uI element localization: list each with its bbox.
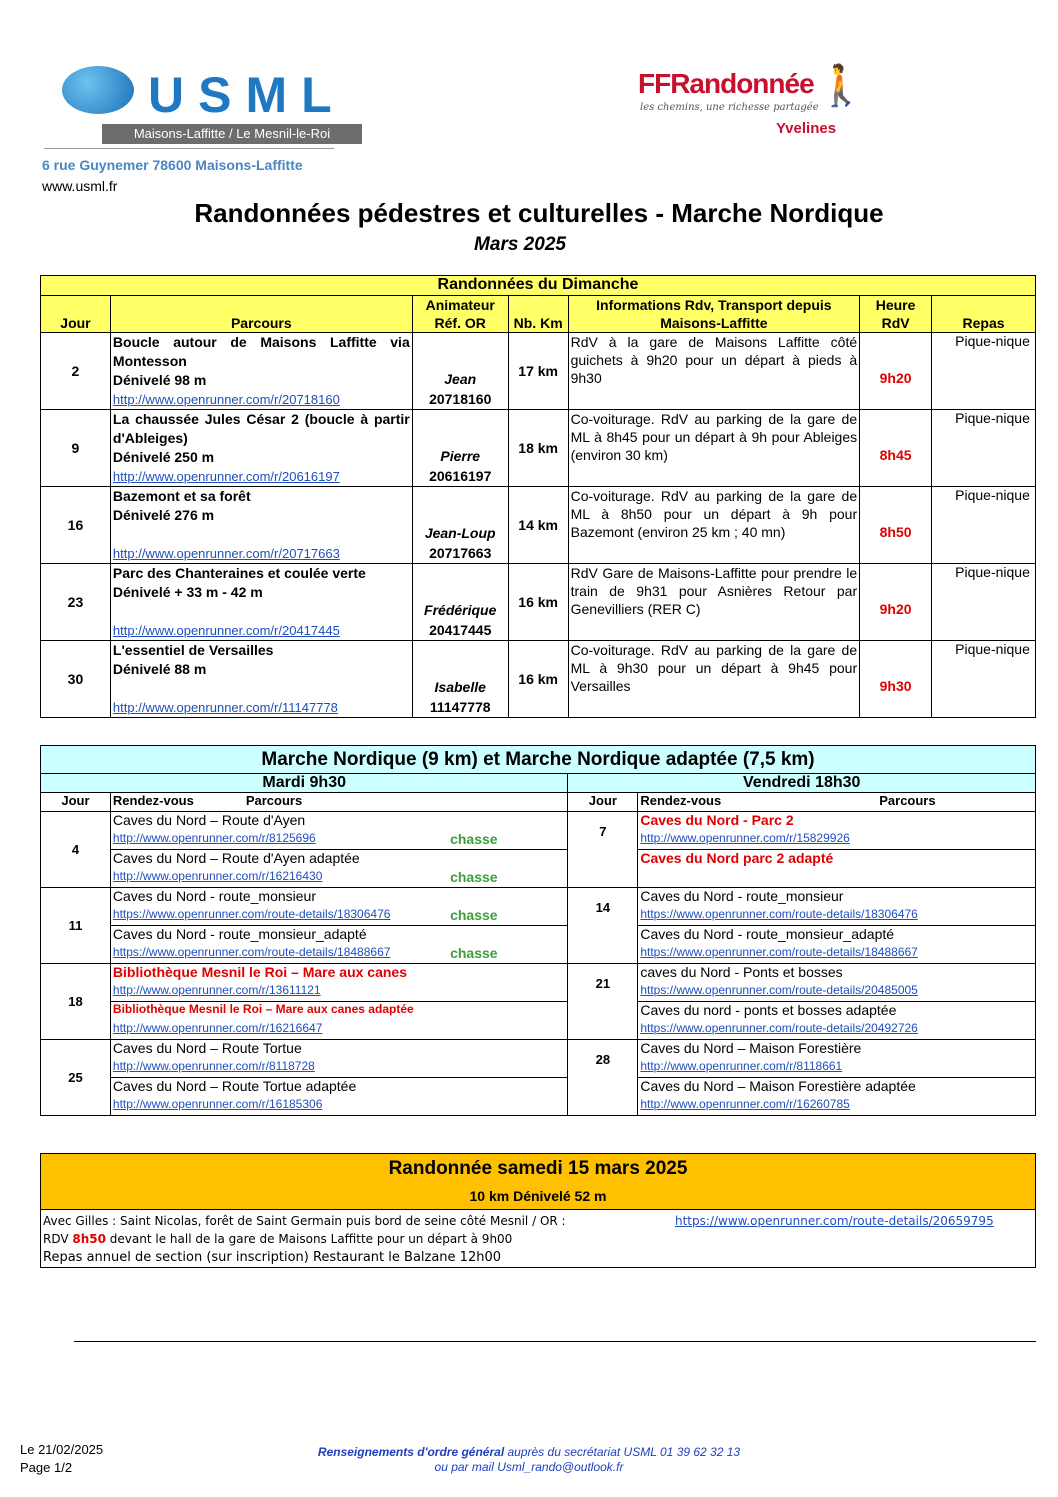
route-elevation: Dénivelé 98 m (112, 372, 207, 388)
page-subtitle: Mars 2025 (474, 234, 566, 255)
animator-name: Jean-Loup (424, 525, 496, 541)
route-ref: 11147778 (429, 699, 491, 715)
sunday-hikes-table (40, 275, 1036, 718)
sunday-km: 14 km (508, 487, 568, 564)
sunday-day: 16 (41, 487, 111, 564)
sunday-day: 2 (41, 333, 111, 410)
sunday-meal: Pique-nique (932, 487, 1036, 564)
footer-mail[interactable]: ou par mail Usml_rando@outlook.fr (434, 1460, 624, 1474)
sunday-animator (412, 564, 508, 641)
tuesday-hunt-cell (448, 907, 568, 926)
spacer (113, 602, 410, 621)
sunday-time: 9h30 (860, 641, 932, 718)
sunday-meal: Pique-nique (932, 410, 1036, 487)
sunday-animator (412, 410, 508, 487)
tuesday-route-name: Caves du Nord – Route d'Ayen (110, 812, 568, 831)
col-jour: Jour (41, 296, 111, 333)
route-link[interactable]: http://www.openrunner.com/r/20616197 (112, 469, 340, 484)
tuesday-hunt-cell (448, 869, 568, 888)
nordic-name-row (41, 1002, 1036, 1021)
sunday-km: 17 km (508, 333, 568, 410)
route-ref: 20717663 (429, 545, 492, 561)
friday-route-name: Caves du Nord - route_monsieur_adapté (638, 926, 1036, 945)
col-animateur (412, 296, 508, 333)
spacer (113, 679, 410, 698)
nordic-col-rdv-left (110, 793, 568, 812)
nordic-name-row (41, 926, 1036, 945)
tuesday-route-link[interactable]: http://www.openrunner.com/r/13611121 (110, 983, 448, 1002)
route-title: Bazemont et sa forêt (112, 488, 251, 504)
sunday-km: 16 km (508, 641, 568, 718)
tuesday-route-link[interactable]: http://www.openrunner.com/r/16216647 (110, 1021, 448, 1040)
animator-name: Pierre (440, 448, 481, 464)
tuesday-route-link[interactable]: https://www.openrunner.com/route-details/18306476 (110, 907, 448, 926)
sunday-day: 30 (41, 641, 111, 718)
tuesday-route-link[interactable]: https://www.openrunner.com/route-details/18488667 (110, 945, 448, 964)
sunday-parcours (110, 487, 412, 564)
rdv-label: Rendez-vous (640, 793, 722, 808)
friday-route-name: Caves du nord - ponts et bosses adaptée (638, 1002, 1036, 1021)
col-animateur-l1: Animateur (425, 297, 495, 313)
sunday-time: 9h20 (860, 564, 932, 641)
friday-day: 14 (568, 888, 638, 964)
usml-emblem-icon (62, 66, 134, 114)
usml-logo-subtitle: Maisons-Laffitte / Le Mesnil-le-Roi (102, 124, 362, 144)
tuesday-title: Mardi 9h30 (41, 774, 568, 793)
tuesday-route-name: Caves du Nord – Route Tortue (110, 1040, 568, 1059)
route-title: Boucle autour de Maisons Laffitte via Montesson (112, 334, 410, 369)
route-elevation: Dénivelé 276 m (112, 507, 215, 523)
sunday-row (41, 564, 1036, 641)
nordic-link-row (41, 1021, 1036, 1040)
friday-title: Vendredi 18h30 (568, 774, 1036, 793)
sunday-row (41, 333, 1036, 410)
sunday-info: Co-voiturage. RdV au parking de la gare de ML à 9h30 pour un départ à 9h45 pour Versailles (568, 641, 860, 718)
nordic-link-row (41, 907, 1036, 926)
friday-route-name: Caves du Nord - route_monsieur (638, 888, 1036, 907)
tuesday-route-name: Caves du Nord - route_monsieur (110, 888, 568, 907)
sunday-info: RdV à la gare de Maisons Laffitte côté guichets à 9h20 pour un départ à pieds à 9h30 (568, 333, 860, 410)
sunday-time: 8h50 (860, 487, 932, 564)
route-title: L'essentiel de Versailles (112, 642, 274, 658)
route-elevation: Dénivelé 250 m (112, 449, 215, 465)
hunting-warning: chasse (450, 868, 498, 885)
tuesday-day: 4 (41, 812, 111, 888)
hunting-warning: chasse (450, 830, 498, 847)
col-repas: Repas (932, 296, 1036, 333)
route-link[interactable]: http://www.openrunner.com/r/20417445 (112, 623, 340, 638)
route-elevation: Dénivelé + 33 m - 42 m (112, 584, 263, 600)
col-ref: Réf. OR (434, 315, 486, 331)
sunday-animator (412, 487, 508, 564)
tuesday-route-link[interactable]: http://www.openrunner.com/r/8118728 (110, 1059, 448, 1078)
sunday-info: RdV Gare de Maisons-Laffitte pour prendre le train de 9h31 pour Asnières Retour par Genevilliers (RER C) (568, 564, 860, 641)
tuesday-route-name: Caves du Nord - route_monsieur_adapté (110, 926, 568, 945)
sunday-time: 9h20 (860, 333, 932, 410)
address: 6 rue Guynemer 78600 Maisons-Laffitte (42, 157, 303, 173)
hunting-warning: chasse (450, 906, 498, 923)
saturday-header (41, 1154, 1035, 1210)
nordic-link-row (41, 1059, 1036, 1078)
nordic-name-row (41, 812, 1036, 831)
tuesday-route-name: Bibliothèque Mesnil le Roi – Mare aux canes adaptée (110, 1002, 568, 1021)
nordic-name-row (41, 964, 1036, 983)
friday-route-name: Caves du Nord parc 2 adapté (638, 850, 1036, 888)
friday-route-link[interactable]: http://www.openrunner.com/r/15829926 (638, 831, 1036, 850)
sunday-km: 18 km (508, 410, 568, 487)
col-heure-l2: RdV (881, 315, 910, 331)
route-elevation: Dénivelé 88 m (112, 661, 207, 677)
hiker-icon: 🚶 (816, 64, 866, 108)
col-km: Nb. Km (508, 296, 568, 333)
col-heure (860, 296, 932, 333)
tuesday-hunt-cell (448, 983, 568, 1002)
route-ref: 20417445 (429, 622, 492, 638)
nordic-link-row (41, 983, 1036, 1002)
ffr-logo-title: FFRandonnée (638, 68, 814, 99)
usml-logo-letters: USML (148, 67, 346, 123)
nordic-name-row (41, 1078, 1036, 1097)
sunday-meal: Pique-nique (932, 333, 1036, 410)
website[interactable]: www.usml.fr (42, 178, 118, 194)
tuesday-hunt-cell (448, 1021, 568, 1040)
sunday-row (41, 410, 1036, 487)
friday-route-link[interactable]: https://www.openrunner.com/route-details/20492726 (638, 1021, 1036, 1040)
nordic-walking-table (40, 745, 1036, 1116)
tuesday-route-name: Caves du Nord – Route d'Ayen adaptée (110, 850, 568, 869)
sunday-parcours (110, 333, 412, 410)
footer-info-bold: Renseignements d'ordre général (317, 1445, 505, 1459)
nordic-col-jour-right: Jour (568, 793, 638, 812)
friday-route-link[interactable]: http://www.openrunner.com/r/8118661 (638, 1059, 1036, 1078)
nordic-name-row (41, 888, 1036, 907)
spacer (113, 525, 410, 544)
animator-name: Isabelle (434, 679, 486, 695)
route-title: Parc des Chanteraines et coulée verte (112, 565, 366, 581)
tuesday-day: 25 (41, 1040, 111, 1116)
header-rule (44, 148, 334, 149)
sunday-time: 8h45 (860, 410, 932, 487)
route-title: La chaussée Jules César 2 (boucle à partir d'Ableiges) (112, 411, 410, 446)
hunting-warning: chasse (450, 944, 498, 961)
animator-name: Frédérique (424, 602, 497, 618)
parcours-label: Parcours (879, 793, 936, 808)
ffr-logo-slogan: les chemins, une richesse partagée (640, 102, 819, 113)
tuesday-hunt-cell (448, 945, 568, 964)
friday-day: 7 (568, 812, 638, 888)
nordic-col-rdv-right (638, 793, 1036, 812)
saturday-route-link[interactable]: https://www.openrunner.com/route-details/20659795 (675, 1214, 994, 1228)
tuesday-day: 18 (41, 964, 111, 1040)
tuesday-route-name: Caves du Nord – Route Tortue adaptée (110, 1078, 568, 1097)
tuesday-route-name: Bibliothèque Mesnil le Roi – Mare aux canes (110, 964, 568, 983)
sunday-parcours (110, 564, 412, 641)
animator-name: Jean (444, 371, 477, 387)
sunday-info: Co-voiturage. RdV au parking de la gare de ML à 8h50 pour un départ à 9h pour Bazemont (environ 25 km ; 40 mn) (568, 487, 860, 564)
route-ref: 20718160 (429, 391, 492, 407)
saturday-line-2 (43, 1232, 512, 1246)
sunday-parcours (110, 410, 412, 487)
footer-info (0, 1445, 1058, 1459)
route-link[interactable]: http://www.openrunner.com/r/20717663 (112, 546, 340, 561)
nordic-link-row (41, 945, 1036, 964)
tuesday-hunt-cell (448, 1097, 568, 1116)
friday-route-link[interactable]: https://www.openrunner.com/route-details/18306476 (638, 907, 1036, 926)
sunday-animator (412, 641, 508, 718)
nordic-rows (41, 812, 1036, 1116)
ffr-logo (636, 62, 866, 144)
footer-page-number: Page 1/2 (20, 1460, 73, 1475)
tuesday-hunt-cell (448, 1059, 568, 1078)
nordic-col-jour-left: Jour (41, 793, 111, 812)
route-link[interactable]: http://www.openrunner.com/r/11147778 (112, 700, 338, 715)
rdv-details: devant le hall de la gare de Maisons Laffitte pour un départ à 9h00 (105, 1232, 513, 1246)
tuesday-route-link[interactable]: http://www.openrunner.com/r/8125696 (110, 831, 448, 850)
friday-route-name: Caves du Nord - Parc 2 (638, 812, 1036, 831)
ffr-logo-region: Yvelines (776, 120, 837, 137)
tuesday-route-link[interactable]: http://www.openrunner.com/r/16216430 (110, 869, 448, 888)
nordic-band-title: Marche Nordique (9 km) et Marche Nordique adaptée (7,5 km) (41, 746, 1036, 774)
friday-route-link[interactable]: https://www.openrunner.com/route-details/20485005 (638, 983, 1036, 1002)
sunday-row (41, 487, 1036, 564)
friday-route-name: Caves du Nord – Maison Forestière adaptée (638, 1078, 1036, 1097)
nordic-link-row (41, 1097, 1036, 1116)
tuesday-route-link[interactable]: http://www.openrunner.com/r/16185306 (110, 1097, 448, 1116)
friday-day: 21 (568, 964, 638, 1040)
sunday-rows (41, 333, 1036, 718)
col-info-l1: Informations Rdv, Transport depuis (596, 297, 832, 313)
tuesday-day: 11 (41, 888, 111, 964)
saturday-title: Randonnée samedi 15 mars 2025 (388, 1158, 688, 1179)
nordic-name-row (41, 1040, 1036, 1059)
nordic-link-row (41, 831, 1036, 850)
footer-date: Le 21/02/2025 (20, 1442, 104, 1457)
sunday-row (41, 641, 1036, 718)
sunday-animator (412, 333, 508, 410)
nordic-name-row (41, 850, 1036, 869)
friday-route-name: Caves du Nord – Maison Forestière (638, 1040, 1036, 1059)
friday-route-link[interactable]: http://www.openrunner.com/r/16260785 (638, 1097, 1036, 1116)
sunday-band-title: Randonnées du Dimanche (41, 276, 1036, 296)
rdv-prefix: RDV (43, 1232, 73, 1246)
friday-day: 28 (568, 1040, 638, 1116)
saturday-subtitle: 10 km Dénivelé 52 m (469, 1188, 607, 1204)
col-info (568, 296, 860, 333)
saturday-line-3: Repas annuel de section (sur inscription) Restaurant le Balzane 12h00 (43, 1250, 502, 1265)
footer-info-rest: auprès du secrétariat USML 01 39 62 32 13 (504, 1445, 741, 1459)
usml-logo (62, 62, 364, 144)
route-ref: 20616197 (429, 468, 492, 484)
col-heure-l1: Heure (875, 297, 916, 313)
parcours-label: Parcours (245, 793, 303, 808)
col-parcours: Parcours (110, 296, 412, 333)
route-link[interactable]: http://www.openrunner.com/r/20718160 (112, 392, 340, 407)
tuesday-hunt-cell (448, 831, 568, 850)
page-title: Randonnées pédestres et culturelles - Marche Nordique (194, 198, 884, 228)
rdv-time: 8h50 (72, 1232, 106, 1246)
sunday-parcours (110, 641, 412, 718)
sunday-meal: Pique-nique (932, 564, 1036, 641)
sunday-day: 23 (41, 564, 111, 641)
footer-rule (74, 1341, 1036, 1342)
saturday-line-1: Avec Gilles : Saint Nicolas, forêt de Saint Germain puis bord de seine côté Mesnil / OR : (43, 1214, 566, 1228)
saturday-hike-box (40, 1153, 1036, 1268)
friday-route-link[interactable]: https://www.openrunner.com/route-details/18488667 (638, 945, 1036, 964)
sunday-meal: Pique-nique (932, 641, 1036, 718)
col-info-l2: Maisons-Laffitte (660, 315, 768, 331)
rdv-label: Rendez-vous (112, 793, 194, 808)
sunday-km: 16 km (508, 564, 568, 641)
friday-route-name: caves du Nord - Ponts et bosses (638, 964, 1036, 983)
sunday-day: 9 (41, 410, 111, 487)
sunday-info: Co-voiturage. RdV au parking de la gare de ML à 8h45 pour un départ à 9h pour Ableiges (environ 30 km) (568, 410, 860, 487)
